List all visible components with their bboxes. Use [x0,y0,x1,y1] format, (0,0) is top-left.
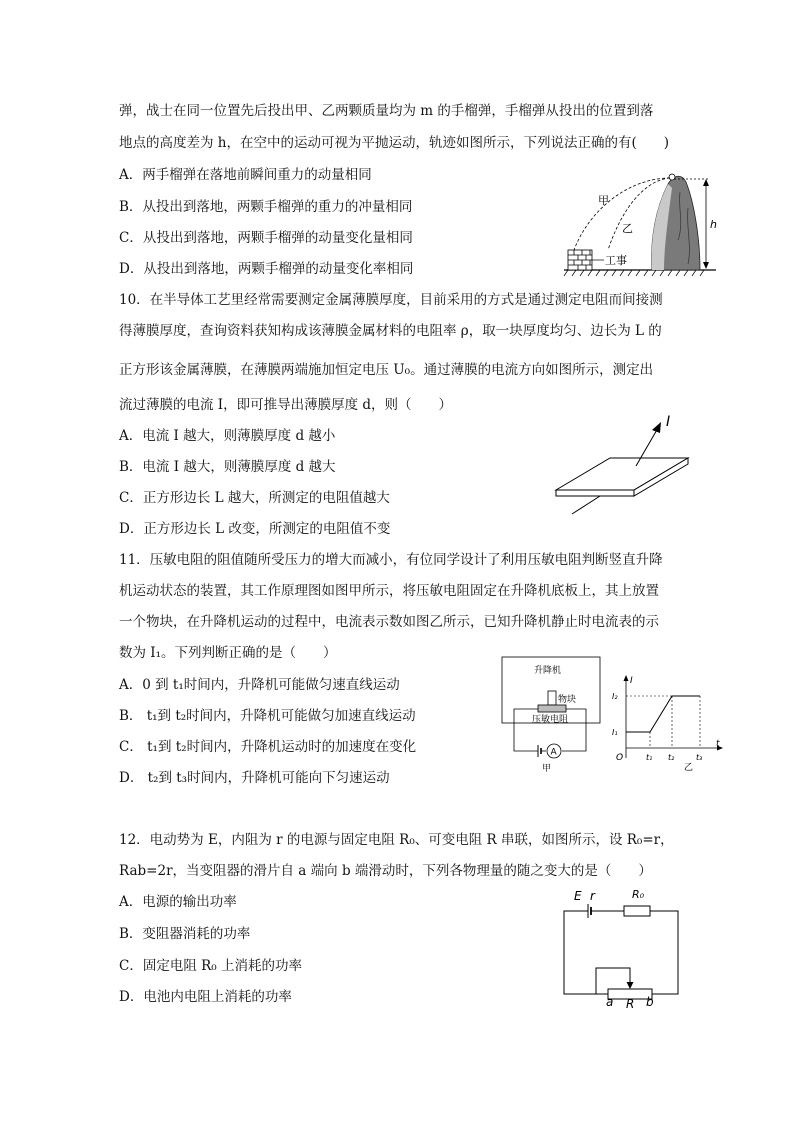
q11-stem-line-4: 数为 I₁。下列判断正确的是（ ） [119,645,337,661]
q11-figure-yi [608,672,726,772]
q11-graph-y-arrow [624,675,629,681]
q10-stem-line-2: 得薄膜厚度，查询资料获知构成该薄膜金属材料的电阻率 ρ，取一块厚度均匀、边长为 L 的 [119,323,662,339]
q11-graph-label-t: t [716,739,720,749]
q10-current-in [572,496,600,514]
q9-stem-line-1: 弹，战士在同一位置先后投出甲、乙两颗质量均为 m 的手榴弹，手榴弹从投出的位置到落 [119,103,654,119]
q11-option-c: C． t₁到 t₂时间内，升降机运动时的加速度在变化 [119,739,417,755]
q10-option-b: B．电流 I 越大，则薄膜厚度 d 越大 [119,459,336,475]
q12-label-R0: R₀ [632,888,645,901]
q9-figure [560,168,720,280]
q10-film-front [556,490,634,496]
q12-option-b: B．变阻器消耗的功率 [119,926,251,942]
q12-label-b: b [646,995,654,1008]
q11-label-block: 物块 [558,695,577,705]
q9-stem-line-2: 地点的高度差为 h，在空中的运动可视为平抛运动，轨迹如图所示，下列说法正确的有( ) [119,135,670,151]
q12-wire-R0-right [650,911,678,994]
q9-option-c: C．从投出到落地，两颗手榴弹的动量变化量相同 [119,230,413,246]
q11-option-a: A．0 到 t₁时间内，升降机可能做匀速直线运动 [119,677,400,693]
q11-stem-line-1: 11．压敏电阻的阻值随所受压力的增大而减小，有位同学设计了利用压敏电阻判断竖直升降 [119,552,663,568]
q10-option-d: D．正方形边长 L 改变，所测定的电阻值不变 [119,521,391,537]
q9-height-arrow-down [703,262,709,269]
q11-label-ammeter: A [550,747,557,758]
q12-label-a: a [606,995,614,1008]
q10-stem-line-4: 流过薄膜的电流 I，即可推导出薄膜厚度 d，则（ ） [119,397,453,413]
q11-label-yi: 乙 [684,763,694,772]
q11-stem-line-2: 机运动状态的装置，其工作原理图如图甲所示，将压敏电阻固定在升降机底板上，其上放置 [119,583,659,599]
q12-option-a: A．电源的输出功率 [119,894,237,910]
q9-label-yi: 乙 [622,222,633,235]
q12-slider-arrow-icon [627,982,634,989]
q9-height-arrow-up [703,179,709,186]
q9-option-b: B．从投出到落地，两颗手榴弹的重力的冲量相同 [119,199,413,215]
q11-graph-label-I2: I₂ [612,692,618,701]
q11-graph-curve [626,696,700,732]
q11-option-b: B． t₁到 t₂时间内，升降机可能做匀加速直线运动 [119,708,416,724]
q11-graph-label-t1: t₁ [646,753,653,762]
q12-stem-line-1: 12．电动势为 E，内阻为 r 的电源与固定电阻 R₀、可变电阻 R 串联，如图所示，设 R₀=r， [119,832,674,848]
q11-graph-label-I1: I₁ [612,728,618,737]
q11-block [548,691,556,705]
q11-label-resistor: 压敏电阻 [532,715,569,725]
q9-option-d: D．从投出到落地，两颗手榴弹的动量变化率相同 [119,261,414,277]
q11-graph-label-t3: t₃ [696,753,703,762]
q10-figure [548,410,698,520]
q12-option-c: C．固定电阻 R₀ 上消耗的功率 [119,958,302,974]
q12-figure [560,882,684,1008]
q12-stem-line-2: Rab=2r，当变阻器的滑片自 a 端向 b 端滑动时，下列各物理量的随之变大的是（ ） [119,863,652,879]
q11-graph-label-O: O [616,753,624,763]
q10-current-arrow-icon [652,422,661,433]
q12-wire-top-left [564,911,608,994]
q11-stem-line-3: 一个物块，在升降机运动的过程中，电流表示数如图乙所示，已知升降机静止时电流表的示 [119,614,659,630]
q11-label-elevator: 升降机 [534,666,562,676]
q9-label-h: h [710,218,717,231]
q10-stem-line-1: 10．在半导体工艺里经常需要测定金属薄膜厚度，目前采用的方式是通过测定电阻而间接测 [119,292,663,308]
q12-option-d: D．电池内电阻上消耗的功率 [119,989,292,1005]
q12-resistor-R0 [624,906,650,916]
q12-label-R: R [626,997,635,1008]
q11-graph-label-I: I [630,676,633,686]
q11-label-jia: 甲 [542,764,552,773]
q10-option-c: C．正方形边长 L 越大，所测定的电阻值越大 [119,490,390,506]
q9-ground-hatch [564,270,704,276]
q11-option-d: D． t₂到 t₃时间内，升降机可能向下匀速运动 [119,770,390,786]
q11-graph-label-t2: t₂ [668,753,675,762]
q12-label-r: r [590,889,595,903]
q10-stem-line-3: 正方形该金属薄膜，在薄膜两端施加恒定电压 U₀。通过薄膜的电流方向如图所示，测定出 [119,362,654,378]
q9-label-gongshi: 工事 [605,254,627,267]
q11-figure-jia [500,655,602,773]
q10-label-I: I [666,414,671,430]
q10-option-a: A．电流 I 越大，则薄膜厚度 d 越小 [119,428,336,444]
q9-brick-wall [568,250,592,270]
q9-option-a: A．两手榴弹在落地前瞬间重力的动量相同 [119,167,372,183]
q9-label-jia: 甲 [598,194,609,207]
q12-label-E: E [574,889,582,903]
q11-resistor [538,705,566,712]
